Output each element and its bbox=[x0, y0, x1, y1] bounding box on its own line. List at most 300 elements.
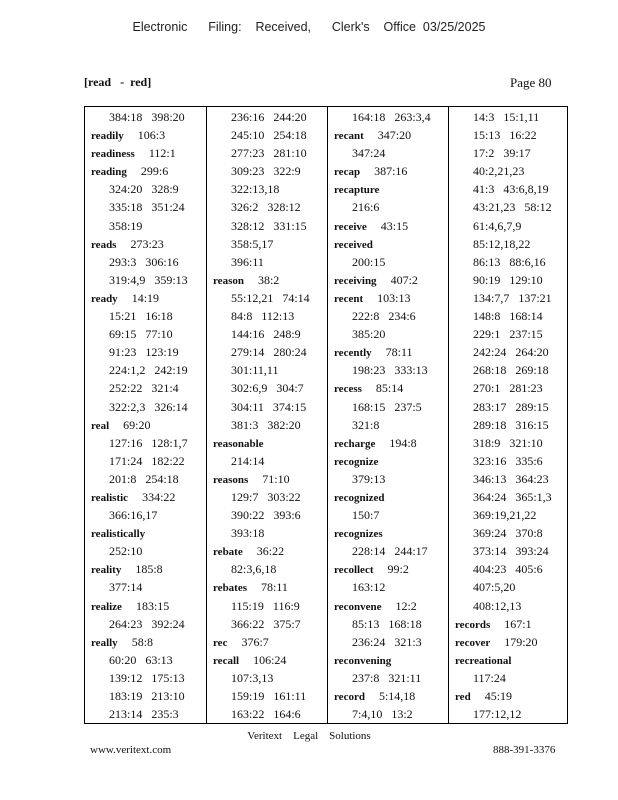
page-line-refs: 273:23 bbox=[130, 236, 164, 251]
index-entry-continuation bbox=[91, 180, 206, 198]
index-entry bbox=[213, 434, 327, 452]
index-column-4 bbox=[448, 107, 569, 723]
page-line-refs: 252:22 321:4 bbox=[109, 381, 179, 396]
index-term: reconvening bbox=[334, 654, 392, 667]
page-line-refs: 283:17 289:15 bbox=[473, 399, 549, 414]
index-entry-continuation bbox=[91, 253, 206, 271]
index-entry-continuation bbox=[455, 669, 569, 687]
index-entry-continuation bbox=[213, 325, 327, 343]
index-entry-continuation bbox=[91, 542, 206, 560]
index-entry-continuation bbox=[455, 343, 569, 361]
page-line-refs: 179:20 bbox=[504, 634, 538, 649]
index-entry bbox=[334, 524, 448, 542]
index-entry-continuation bbox=[91, 452, 206, 470]
index-term: reads bbox=[91, 238, 117, 251]
page-line-refs: 85:14 bbox=[375, 381, 404, 396]
index-entry-continuation bbox=[213, 452, 327, 470]
index-entry-continuation bbox=[213, 361, 327, 379]
index-entry-continuation bbox=[455, 289, 569, 307]
page-line-refs: 242:24 264:20 bbox=[473, 345, 549, 360]
page-line-refs: 408:12,13 bbox=[473, 598, 522, 613]
index-entry-continuation bbox=[334, 542, 448, 560]
index-entry-continuation bbox=[455, 235, 569, 253]
page-line-refs: 45:19 bbox=[484, 689, 513, 703]
index-entry-continuation bbox=[91, 615, 206, 633]
page-line-refs: 407:2 bbox=[390, 272, 418, 287]
index-entry-continuation bbox=[91, 434, 206, 452]
page-line-refs: 236:24 321:3 bbox=[352, 634, 422, 649]
page-line-refs: 41:3 43:6,8,19 bbox=[473, 182, 549, 197]
index-entry bbox=[213, 542, 327, 560]
index-term: recognize bbox=[334, 455, 379, 468]
page-line-refs: 69:15 77:10 bbox=[109, 327, 173, 342]
page-line-refs: 91:23 123:19 bbox=[109, 345, 179, 360]
index-entry-continuation bbox=[455, 416, 569, 434]
page-line-refs: 322:13,18 bbox=[231, 182, 280, 197]
index-term: recognizes bbox=[334, 528, 383, 541]
index-entry-continuation bbox=[213, 217, 327, 235]
page-line-refs: 112:1 bbox=[148, 146, 176, 161]
index-term: record bbox=[334, 691, 365, 703]
page-line-refs: 358:19 bbox=[109, 218, 143, 233]
index-entry bbox=[91, 289, 206, 307]
page-line-refs: 228:14 244:17 bbox=[352, 544, 428, 559]
index-entry-continuation bbox=[455, 108, 569, 126]
page-line-refs: 17:2 39:17 bbox=[473, 146, 531, 161]
index-entry bbox=[213, 633, 327, 651]
index-term: recently bbox=[334, 347, 372, 360]
page-line-refs: 373:14 393:24 bbox=[473, 544, 549, 559]
index-entry-continuation bbox=[334, 705, 448, 723]
page-line-refs: 346:13 364:23 bbox=[473, 471, 549, 486]
index-term: recall bbox=[213, 654, 240, 667]
index-entry bbox=[334, 560, 448, 578]
filing-stamp: Electronic Filing: Received, Clerk's Office 03/25/2025 bbox=[132, 20, 486, 34]
index-term: recover bbox=[455, 636, 491, 649]
page-line-refs: 38:2 bbox=[257, 272, 280, 287]
page-line-refs: 304:11 374:15 bbox=[231, 399, 307, 414]
index-entry-continuation bbox=[91, 307, 206, 325]
index-entry-continuation bbox=[91, 578, 206, 596]
index-entry-continuation bbox=[455, 542, 569, 560]
page-line-refs: 60:20 63:13 bbox=[109, 652, 173, 667]
page-line-refs: 85:13 168:18 bbox=[352, 616, 422, 631]
page-line-refs: 358:5,17 bbox=[231, 236, 274, 251]
page-line-refs: 163:12 bbox=[352, 580, 386, 595]
index-entry bbox=[91, 488, 206, 506]
index-entry-continuation bbox=[334, 108, 448, 126]
index-entry-continuation bbox=[455, 705, 569, 723]
page-line-refs: 222:8 234:6 bbox=[352, 309, 416, 324]
page-line-refs: 150:7 bbox=[352, 508, 380, 523]
page-line-refs: 322:2,3 326:14 bbox=[109, 399, 188, 414]
index-entry-continuation bbox=[91, 217, 206, 235]
page-line-refs: 319:4,9 359:13 bbox=[109, 272, 188, 287]
page-line-refs: 61:4,6,7,9 bbox=[473, 218, 522, 233]
page-line-refs: 237:8 321:11 bbox=[352, 670, 422, 685]
index-entry bbox=[91, 126, 206, 144]
index-entry bbox=[455, 615, 569, 633]
index-column-1 bbox=[85, 107, 206, 723]
index-term: readily bbox=[91, 130, 124, 143]
footer-phone: 888-391-3376 bbox=[493, 744, 556, 756]
index-entry-continuation bbox=[455, 162, 569, 180]
index-term: recapture bbox=[334, 184, 380, 197]
page-line-refs: 200:15 bbox=[352, 254, 386, 269]
page-line-refs: 324:20 328:9 bbox=[109, 182, 179, 197]
index-term: recognized bbox=[334, 491, 385, 504]
index-entry-continuation bbox=[91, 198, 206, 216]
page-line-refs: 224:1,2 242:19 bbox=[109, 363, 188, 378]
index-entry bbox=[91, 524, 206, 542]
index-entry-continuation bbox=[213, 705, 327, 723]
index-term: reading bbox=[91, 166, 127, 179]
index-entry bbox=[334, 162, 448, 180]
index-entry-continuation bbox=[455, 126, 569, 144]
page-line-refs: 185:8 bbox=[135, 562, 163, 577]
page-line-refs: 407:5,20 bbox=[473, 580, 516, 595]
index-entry-continuation bbox=[213, 289, 327, 307]
footer-company: Veritext Legal Solutions bbox=[247, 730, 371, 742]
page-line-refs: 107:3,13 bbox=[231, 670, 274, 685]
index-entry bbox=[213, 470, 327, 488]
page-line-refs: 148:8 168:14 bbox=[473, 309, 543, 324]
page-line-refs: 7:4,10 13:2 bbox=[352, 707, 413, 722]
index-entry-continuation bbox=[455, 361, 569, 379]
index-entry bbox=[213, 271, 327, 289]
index-entry-continuation bbox=[455, 506, 569, 524]
index-entry-continuation bbox=[213, 235, 327, 253]
index-entry-continuation bbox=[455, 217, 569, 235]
index-term: reason bbox=[213, 274, 244, 287]
index-entry-continuation bbox=[213, 488, 327, 506]
page-line-refs: 264:23 392:24 bbox=[109, 616, 185, 631]
page-line-refs: 387:16 bbox=[374, 164, 408, 179]
page-line-refs: 252:10 bbox=[109, 544, 143, 559]
index-entry-continuation bbox=[455, 434, 569, 452]
index-term: recharge bbox=[334, 437, 376, 450]
index-entry-continuation bbox=[334, 470, 448, 488]
index-entry-continuation bbox=[213, 687, 327, 705]
index-entry-continuation bbox=[91, 361, 206, 379]
index-entry bbox=[334, 488, 448, 506]
page-line-refs: 318:9 321:10 bbox=[473, 435, 543, 450]
page-line-refs: 381:3 382:20 bbox=[231, 417, 301, 432]
page-line-refs: 99:2 bbox=[387, 562, 409, 577]
page-line-refs: 309:23 322:9 bbox=[231, 164, 301, 179]
page-line-refs: 379:13 bbox=[352, 471, 386, 486]
index-entry-continuation bbox=[334, 416, 448, 434]
page-line-refs: 144:16 248:9 bbox=[231, 327, 301, 342]
index-entry-continuation bbox=[334, 669, 448, 687]
page-line-refs: 384:18 398:20 bbox=[109, 110, 185, 124]
page-line-refs: 377:14 bbox=[109, 580, 143, 595]
page-line-refs: 236:16 244:20 bbox=[231, 110, 307, 124]
page-line-refs: 229:1 237:15 bbox=[473, 327, 543, 342]
page-line-refs: 58:8 bbox=[131, 634, 154, 649]
index-entry bbox=[455, 687, 569, 705]
page-line-refs: 302:6,9 304:7 bbox=[231, 381, 304, 396]
page-line-refs: 78:11 bbox=[385, 345, 413, 360]
index-term: recreational bbox=[455, 654, 512, 667]
index-term: rebates bbox=[213, 582, 248, 595]
index-entry bbox=[334, 434, 448, 452]
index-entry bbox=[213, 578, 327, 596]
index-entry-continuation bbox=[91, 379, 206, 397]
page-line-refs: 159:19 161:11 bbox=[231, 689, 307, 703]
index-entry bbox=[334, 343, 448, 361]
page-line-refs: 293:3 306:16 bbox=[109, 254, 179, 269]
page-line-refs: 334:22 bbox=[142, 489, 176, 504]
page-line-refs: 85:12,18,22 bbox=[473, 236, 531, 251]
page-line-refs: 82:3,6,18 bbox=[231, 562, 277, 577]
page-line-refs: 279:14 280:24 bbox=[231, 345, 307, 360]
page-line-refs: 55:12,21 74:14 bbox=[231, 290, 310, 305]
index-entry-continuation bbox=[334, 144, 448, 162]
page-line-refs: 216:6 bbox=[352, 200, 380, 215]
page-line-refs: 117:24 bbox=[473, 670, 506, 685]
index-entry-continuation bbox=[213, 144, 327, 162]
page-line-refs: 404:23 405:6 bbox=[473, 562, 543, 577]
index-term: rebate bbox=[213, 546, 243, 559]
index-entry-continuation bbox=[334, 253, 448, 271]
page-line-refs: 299:6 bbox=[140, 164, 169, 179]
page-line-refs: 289:18 316:15 bbox=[473, 417, 549, 432]
page-line-refs: 366:22 375:7 bbox=[231, 616, 301, 631]
index-term: receiving bbox=[334, 274, 377, 287]
index-entry-continuation bbox=[213, 597, 327, 615]
page-line-refs: 347:20 bbox=[377, 128, 412, 143]
index-entry-continuation bbox=[213, 379, 327, 397]
index-entry-continuation bbox=[213, 524, 327, 542]
index-term: recess bbox=[334, 383, 362, 396]
page-line-refs: 393:18 bbox=[231, 526, 265, 541]
page-line-refs: 328:12 331:15 bbox=[231, 218, 307, 233]
page-line-refs: 106:24 bbox=[253, 652, 287, 667]
word-index-table bbox=[84, 106, 568, 724]
index-term: ready bbox=[91, 292, 118, 305]
index-entry bbox=[334, 452, 448, 470]
index-term: received bbox=[334, 238, 373, 251]
page-line-refs: 245:10 254:18 bbox=[231, 128, 307, 143]
index-term: recent bbox=[334, 292, 364, 305]
page-line-refs: 15:13 16:22 bbox=[473, 128, 537, 143]
page-line-refs: 103:13 bbox=[377, 290, 411, 305]
index-entry-continuation bbox=[213, 416, 327, 434]
index-term: recap bbox=[334, 166, 361, 179]
index-entry-continuation bbox=[213, 669, 327, 687]
index-entry-continuation bbox=[213, 162, 327, 180]
index-term: reasons bbox=[213, 473, 249, 486]
page-line-refs: 390:22 393:6 bbox=[231, 508, 301, 523]
index-range: [read - red] bbox=[84, 75, 152, 89]
index-entry-continuation bbox=[213, 180, 327, 198]
index-entry-continuation bbox=[455, 452, 569, 470]
index-entry-continuation bbox=[91, 398, 206, 416]
page-line-refs: 369:19,21,22 bbox=[473, 508, 537, 523]
index-entry bbox=[334, 687, 448, 705]
page-line-refs: 134:7,7 137:21 bbox=[473, 290, 552, 305]
page-line-refs: 12:2 bbox=[395, 598, 417, 613]
index-entry bbox=[455, 651, 569, 669]
index-entry-continuation bbox=[91, 325, 206, 343]
index-entry-continuation bbox=[334, 361, 448, 379]
index-entry bbox=[334, 651, 448, 669]
index-entry bbox=[334, 289, 448, 307]
index-term: records bbox=[455, 618, 491, 631]
index-entry-continuation bbox=[334, 198, 448, 216]
page-line-refs: 115:19 116:9 bbox=[231, 598, 300, 613]
page-line-refs: 106:3 bbox=[137, 128, 166, 143]
index-entry-continuation bbox=[213, 615, 327, 633]
index-entry-continuation bbox=[455, 597, 569, 615]
index-entry-continuation bbox=[455, 198, 569, 216]
index-entry-continuation bbox=[455, 488, 569, 506]
index-term: receive bbox=[334, 220, 367, 233]
page-line-refs: 376:7 bbox=[241, 634, 269, 649]
page-line-refs: 214:14 bbox=[231, 453, 265, 468]
index-entry-continuation bbox=[213, 343, 327, 361]
index-term: red bbox=[455, 691, 471, 703]
index-entry bbox=[334, 597, 448, 615]
page-line-refs: 14:3 15:1,11 bbox=[473, 110, 540, 124]
index-entry-continuation bbox=[455, 524, 569, 542]
page-line-refs: 326:2 328:12 bbox=[231, 200, 301, 215]
page-line-refs: 183:15 bbox=[135, 598, 170, 613]
index-entry-continuation bbox=[91, 108, 206, 126]
page-line-refs: 364:24 365:1,3 bbox=[473, 489, 552, 504]
page-line-refs: 347:24 bbox=[352, 146, 386, 161]
page-line-refs: 168:15 237:5 bbox=[352, 399, 422, 414]
index-entry-continuation bbox=[91, 705, 206, 723]
index-term: real bbox=[91, 419, 110, 432]
page-line-refs: 194:8 bbox=[389, 435, 417, 450]
index-entry-continuation bbox=[455, 271, 569, 289]
index-term: reconvene bbox=[334, 600, 382, 613]
page-line-refs: 167:1 bbox=[504, 616, 532, 631]
page-line-refs: 268:18 269:18 bbox=[473, 363, 549, 378]
index-entry bbox=[334, 217, 448, 235]
index-entry bbox=[455, 633, 569, 651]
index-entry-continuation bbox=[213, 108, 327, 126]
index-term: recollect bbox=[334, 564, 374, 577]
page-line-refs: 5:14,18 bbox=[378, 689, 416, 703]
page-line-refs: 270:1 281:23 bbox=[473, 381, 543, 396]
page-line-refs: 183:19 213:10 bbox=[109, 689, 185, 703]
page-line-refs: 177:12,12 bbox=[473, 707, 522, 722]
page-line-refs: 139:12 175:13 bbox=[109, 670, 185, 685]
index-entry-continuation bbox=[213, 198, 327, 216]
page-line-refs: 201:8 254:18 bbox=[109, 471, 179, 486]
index-entry-continuation bbox=[91, 271, 206, 289]
index-entry-continuation bbox=[213, 307, 327, 325]
page-line-refs: 43:15 bbox=[380, 218, 409, 233]
page-line-refs: 69:20 bbox=[123, 417, 151, 432]
index-entry-continuation bbox=[91, 687, 206, 705]
index-entry-continuation bbox=[455, 398, 569, 416]
page-line-refs: 14:19 bbox=[131, 290, 160, 305]
index-entry bbox=[91, 633, 206, 651]
page-number: Page 80 bbox=[510, 75, 552, 90]
page-line-refs: 213:14 235:3 bbox=[109, 707, 179, 722]
index-entry bbox=[334, 180, 448, 198]
index-column-2 bbox=[206, 107, 327, 723]
index-entry bbox=[91, 235, 206, 253]
page-line-refs: 71:10 bbox=[262, 471, 290, 486]
index-entry bbox=[91, 416, 206, 434]
index-entry-continuation bbox=[334, 633, 448, 651]
index-term: realistic bbox=[91, 491, 129, 504]
index-entry-continuation bbox=[334, 398, 448, 416]
index-entry bbox=[334, 271, 448, 289]
page-line-refs: 84:8 112:13 bbox=[231, 309, 295, 324]
page-line-refs: 78:11 bbox=[261, 580, 288, 595]
index-entry bbox=[213, 651, 327, 669]
page-line-refs: 15:21 16:18 bbox=[109, 309, 173, 324]
page-line-refs: 369:24 370:8 bbox=[473, 526, 543, 541]
index-entry-continuation bbox=[455, 578, 569, 596]
page-line-refs: 129:7 303:22 bbox=[231, 489, 301, 504]
page-line-refs: 36:22 bbox=[256, 544, 285, 559]
index-entry-continuation bbox=[91, 506, 206, 524]
index-term: rec bbox=[213, 636, 228, 649]
index-entry-continuation bbox=[455, 325, 569, 343]
page-line-refs: 90:19 129:10 bbox=[473, 272, 543, 287]
index-entry bbox=[91, 560, 206, 578]
index-entry-continuation bbox=[213, 398, 327, 416]
index-term: readiness bbox=[91, 148, 135, 161]
index-entry bbox=[334, 126, 448, 144]
page-line-refs: 40:2,21,23 bbox=[473, 164, 525, 179]
index-term: reality bbox=[91, 564, 122, 577]
page-line-refs: 127:16 128:1,7 bbox=[109, 435, 188, 450]
page-line-refs: 86:13 88:6,16 bbox=[473, 254, 546, 269]
index-entry-continuation bbox=[91, 343, 206, 361]
index-entry-continuation bbox=[91, 651, 206, 669]
page-line-refs: 198:23 333:13 bbox=[352, 363, 428, 378]
page-line-refs: 171:24 182:22 bbox=[109, 453, 185, 468]
page-line-refs: 335:18 351:24 bbox=[109, 200, 185, 215]
index-entry bbox=[334, 379, 448, 397]
index-entry-continuation bbox=[455, 144, 569, 162]
index-entry-continuation bbox=[455, 307, 569, 325]
page-line-refs: 385:20 bbox=[352, 327, 386, 342]
page-line-refs: 301:11,11 bbox=[231, 363, 279, 378]
page-line-refs: 396:11 bbox=[231, 254, 264, 269]
page-line-refs: 323:16 335:6 bbox=[473, 453, 543, 468]
index-entry-continuation bbox=[334, 307, 448, 325]
page-line-refs: 163:22 164:6 bbox=[231, 707, 301, 722]
index-entry bbox=[334, 235, 448, 253]
page-line-refs: 43:21,23 58:12 bbox=[473, 200, 552, 215]
index-term: realistically bbox=[91, 528, 146, 541]
index-entry bbox=[91, 162, 206, 180]
index-entry-continuation bbox=[334, 578, 448, 596]
index-entry-continuation bbox=[334, 325, 448, 343]
index-entry-continuation bbox=[213, 560, 327, 578]
index-entry-continuation bbox=[91, 470, 206, 488]
index-entry-continuation bbox=[455, 180, 569, 198]
index-term: realize bbox=[91, 600, 122, 613]
index-entry-continuation bbox=[455, 560, 569, 578]
index-entry bbox=[91, 144, 206, 162]
footer-website: www.veritext.com bbox=[90, 744, 172, 756]
index-entry-continuation bbox=[213, 126, 327, 144]
page-line-refs: 164:18 263:3,4 bbox=[352, 110, 431, 124]
index-column-3 bbox=[327, 107, 448, 723]
index-entry-continuation bbox=[455, 253, 569, 271]
index-term: really bbox=[91, 636, 118, 649]
